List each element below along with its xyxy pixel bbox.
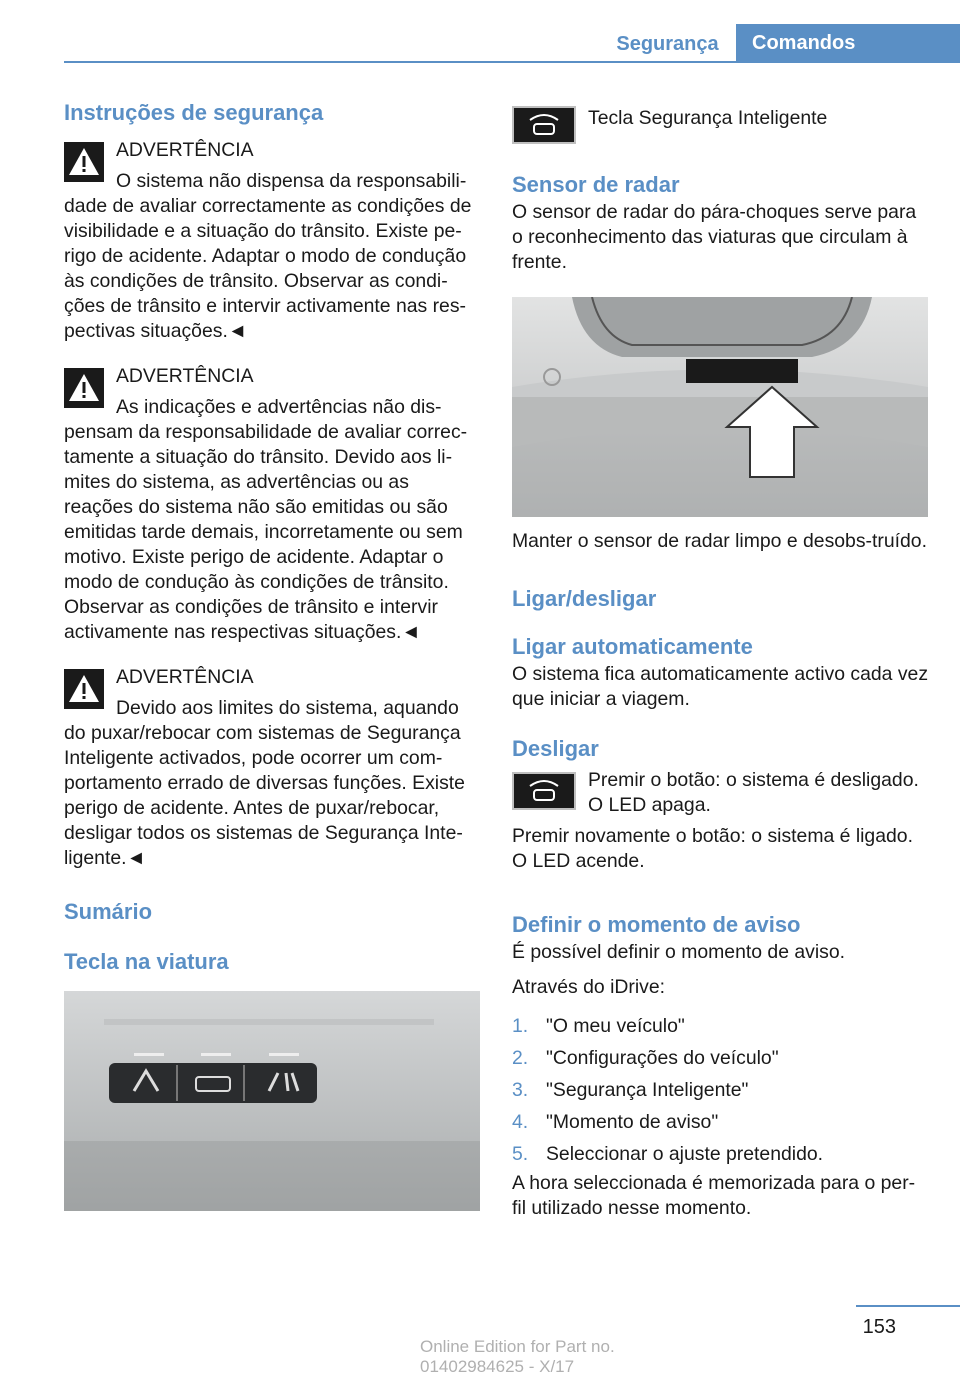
intelligent-safety-button-icon bbox=[512, 772, 576, 810]
step-text: "Momento de aviso" bbox=[546, 1111, 719, 1133]
radar-text: O sensor de radar do pára-choques serve para o reconhecimento das viaturas que circulam à frente. bbox=[512, 201, 917, 273]
warning-triangle-icon bbox=[64, 368, 104, 408]
summary-title: Sumário bbox=[64, 899, 153, 924]
intelligent-safety-button-icon bbox=[512, 106, 576, 144]
step-text: "Segurança Inteligente" bbox=[546, 1079, 749, 1101]
warning-text: As indicações e advertências não dis-pensam da responsabilidade de avaliar correc-tamente a situação do trânsito. Devido aos li-mites do sistema, as advertências ou as reações do sistema não são emitidas ou são emitidas tarde demais, incorretamente ou sem motivo. Existe perigo de acidente. Adaptar o modo de condução às condições de trânsito. Observar as condições de trânsito e intervir activamente nas respectivas situações.◄ bbox=[64, 396, 468, 643]
safety-title: Instruções de segurança bbox=[64, 100, 324, 125]
key-legend-row bbox=[512, 106, 928, 148]
off-key-row bbox=[512, 768, 928, 818]
step-text: Seleccionar o ajuste pretendido. bbox=[546, 1143, 824, 1165]
step-number: 3. bbox=[512, 1079, 529, 1101]
warning-timing-title: Definir o momento de aviso bbox=[512, 912, 801, 937]
list-item bbox=[512, 1110, 928, 1135]
header-rule bbox=[64, 61, 960, 63]
step-number: 1. bbox=[512, 1015, 529, 1037]
footer-rule bbox=[856, 1305, 960, 1307]
idrive-steps bbox=[512, 1014, 928, 1167]
warning-block-2 bbox=[64, 364, 480, 645]
key-label: Tecla Segurança Inteligente bbox=[588, 107, 828, 129]
edition-footer: Online Edition for Part no. 01402984625 - X/17 bbox=[420, 1337, 615, 1376]
key-in-vehicle-title: Tecla na viatura bbox=[64, 949, 229, 974]
warning-triangle-icon bbox=[64, 142, 104, 182]
warning-text: O sistema não dispensa da responsabili-dade de avaliar correctamente as condições de visibilidade e a situação do trânsito. Existe pe-rigo de acidente. Adaptar o modo de condução às condições de trânsito. Observar as condi-ções de trânsito e intervir activamente nas res-pectivas situações.◄ bbox=[64, 170, 472, 342]
idrive-intro: Através do iDrive: bbox=[512, 976, 666, 998]
step-number: 4. bbox=[512, 1111, 529, 1133]
right-column bbox=[512, 98, 928, 1221]
warning-label: ADVERTÊNCIA bbox=[116, 139, 254, 161]
warning-block-3 bbox=[64, 665, 480, 871]
off-title: Desligar bbox=[512, 736, 599, 761]
chapter-tab[interactable]: Comandos bbox=[736, 24, 960, 62]
step-text: "O meu veículo" bbox=[546, 1015, 685, 1037]
warning-triangle-icon bbox=[64, 669, 104, 709]
auto-on-text: O sistema fica automaticamente activo cada vez que iniciar a viagem. bbox=[512, 663, 929, 710]
list-item bbox=[512, 1046, 928, 1071]
auto-on-title: Ligar automaticamente bbox=[512, 634, 753, 659]
off-key-text: Premir o botão: o sistema é desligado. O LED apaga. bbox=[588, 769, 919, 816]
radar-title: Sensor de radar bbox=[512, 172, 680, 197]
section-tab[interactable]: Segurança bbox=[616, 33, 719, 55]
radar-note: Manter o sensor de radar limpo e desobs-truído. bbox=[512, 530, 927, 552]
list-item bbox=[512, 1142, 928, 1167]
console-buttons-photo bbox=[64, 991, 480, 1211]
list-item bbox=[512, 1014, 928, 1039]
warning-block-1 bbox=[64, 138, 480, 344]
closing-text: A hora seleccionada é memorizada para o per-fil utilizado nesse momento. bbox=[512, 1172, 916, 1219]
left-column bbox=[64, 98, 480, 1211]
radar-sensor-photo bbox=[512, 297, 928, 517]
warning-timing-text: É possível definir o momento de aviso. bbox=[512, 941, 846, 963]
page-number: 153 bbox=[862, 1316, 896, 1338]
step-number: 5. bbox=[512, 1143, 529, 1165]
step-text: "Configurações do veículo" bbox=[546, 1047, 779, 1069]
step-number: 2. bbox=[512, 1047, 529, 1069]
warning-label: ADVERTÊNCIA bbox=[116, 666, 254, 688]
on-again-text: Premir novamente o botão: o sistema é ligado. O LED acende. bbox=[512, 825, 913, 872]
warning-label: ADVERTÊNCIA bbox=[116, 365, 254, 387]
warning-text: Devido aos limites do sistema, aquando do puxar/rebocar com sistemas de Segurança Inteligente activados, pode ocorrer um com-portamento errado de diversas funções. Existe perigo de acidente. Antes de puxar/rebocar, desligar todos os sistemas de Segurança Inte-ligente.◄ bbox=[64, 697, 465, 869]
on-off-title: Ligar/desligar bbox=[512, 586, 657, 611]
list-item bbox=[512, 1078, 928, 1103]
